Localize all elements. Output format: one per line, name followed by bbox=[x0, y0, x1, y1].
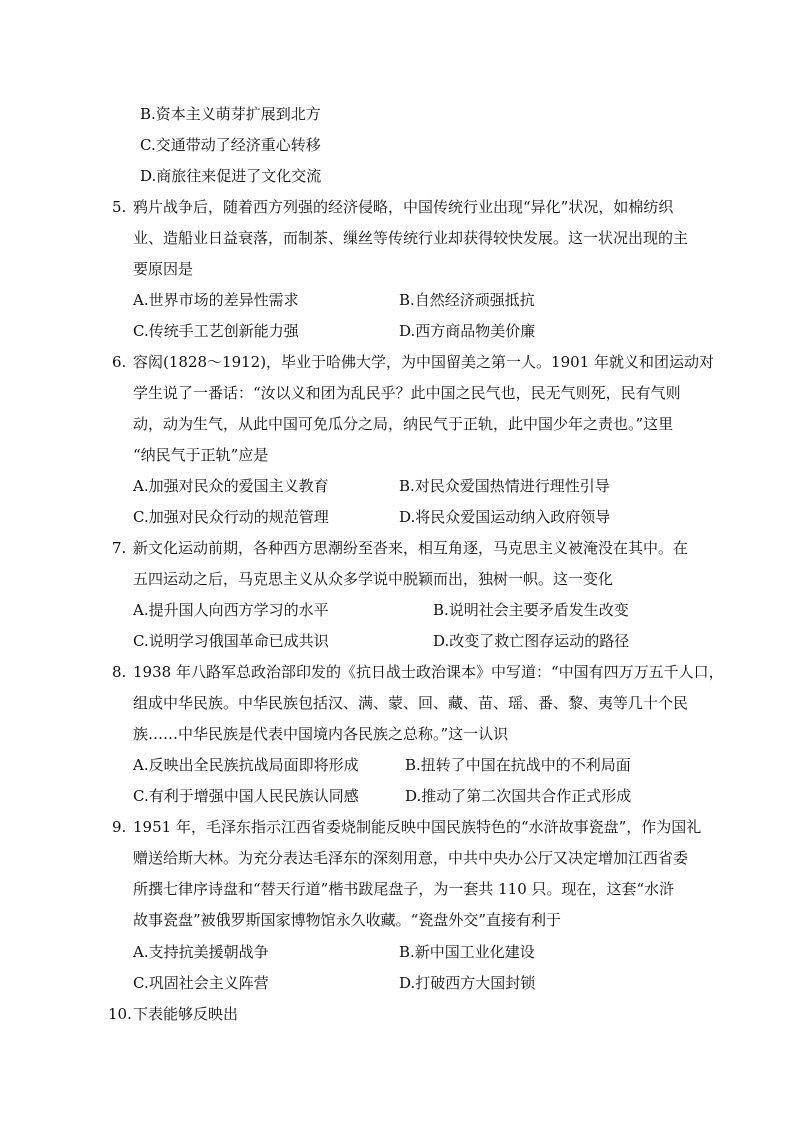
question-stem-line: 鸦片战争后，随着西方列强的经济侵略，中国传统行业出现“异化”状况，如棉纺织 bbox=[133, 198, 674, 216]
question-stem-line: 下表能够反映出 bbox=[133, 1005, 239, 1023]
question-stem-line: 要原因是 bbox=[133, 260, 194, 278]
option-prev-d: D.商旅往来促进了文化交流 bbox=[140, 167, 322, 185]
option-b: B.新中国工业化建设 bbox=[399, 943, 535, 961]
question-number: 10. bbox=[108, 1005, 132, 1023]
question-stem-line: 故事瓷盘”被俄罗斯国家博物馆永久收藏。“瓷盘外交”直接有利于 bbox=[133, 911, 562, 929]
option-a: A.世界市场的差异性需求 bbox=[133, 291, 299, 309]
question-stem-line: 业、造船业日益衰落，而制茶、缫丝等传统行业却获得较快发展。这一状况出现的主 bbox=[133, 229, 689, 247]
option-c: C.传统手工艺创新能力强 bbox=[133, 322, 299, 340]
question-stem-line: 学生说了一番话：“汝以义和团为乱民乎？此中国之民气也，民无气则死，民有气则 bbox=[133, 384, 681, 402]
option-b: B.扭转了中国在抗战中的不利局面 bbox=[405, 756, 631, 774]
question-stem-line: 赠送给斯大林。为充分表达毛泽东的深刻用意，中共中央办公厅又决定增加江西省委 bbox=[133, 849, 689, 867]
question-number: 5. bbox=[112, 198, 127, 216]
question-stem-line: 新文化运动前期，各种西方思潮纷至沓来，相互角逐，马克思主义被淹没在其中。在 bbox=[133, 539, 689, 557]
question-stem-line: 1951 年，毛泽东指示江西省委烧制能反映中国民族特色的“水浒故事瓷盘”，作为国礼 bbox=[133, 818, 702, 836]
question-number: 9. bbox=[112, 818, 127, 836]
option-b: B.自然经济顽强抵抗 bbox=[399, 291, 535, 309]
option-a: A.支持抗美援朝战争 bbox=[133, 943, 269, 961]
question-stem-line: “纳民气于正轨”应是 bbox=[133, 446, 269, 464]
option-a: A.提升国人向西方学习的水平 bbox=[133, 601, 329, 619]
question-stem-line: 所撰七律序诗盘和“替天行道”楷书跋尾盘子，为一套共 110 只。现在，这套“水浒 bbox=[133, 880, 675, 898]
option-c: C.巩固社会主义阵营 bbox=[133, 974, 269, 992]
option-prev-b: B.资本主义萌芽扩展到北方 bbox=[140, 105, 321, 123]
option-d: D.推动了第二次国共合作正式形成 bbox=[405, 787, 632, 805]
option-b: B.对民众爱国热情进行理性引导 bbox=[399, 477, 610, 495]
option-d: D.打破西方大国封锁 bbox=[399, 974, 536, 992]
question-stem-line: 族……中华民族是代表中国境内各民族之总称。”这一认识 bbox=[133, 725, 509, 743]
option-d: D.将民众爱国运动纳入政府领导 bbox=[399, 508, 611, 526]
question-stem-line: 1938 年八路军总政治部印发的《抗日战士政治课本》中写道：“中国有四万万五千人口， bbox=[133, 663, 724, 681]
question-stem-line: 组成中华民族。中华民族包括汉、满、蒙、回、藏、苗、瑶、番、黎、夷等几十个民 bbox=[133, 694, 689, 712]
question-number: 8. bbox=[112, 663, 127, 681]
option-b: B.说明社会主要矛盾发生改变 bbox=[433, 601, 629, 619]
option-prev-c: C.交通带动了经济重心转移 bbox=[140, 136, 321, 154]
question-stem-line: 五四运动之后，马克思主义从众多学说中脱颖而出，独树一帜。这一变化 bbox=[133, 570, 614, 588]
option-a: A.反映出全民族抗战局面即将形成 bbox=[133, 756, 359, 774]
option-c: C.加强对民众行动的规范管理 bbox=[133, 508, 329, 526]
question-stem-line: 容闳(1828～1912)，毕业于哈佛大学，为中国留美之第一人。1901 年就义和团运动对 bbox=[133, 353, 714, 371]
option-c: C.说明学习俄国革命已成共识 bbox=[133, 632, 329, 650]
question-number: 6. bbox=[112, 353, 127, 371]
option-c: C.有利于增强中国人民民族认同感 bbox=[133, 787, 359, 805]
option-d: D.改变了救亡图存运动的路径 bbox=[433, 632, 630, 650]
question-number: 7. bbox=[112, 539, 127, 557]
option-a: A.加强对民众的爱国主义教育 bbox=[133, 477, 329, 495]
question-stem-line: 动，动为生气，从此中国可免瓜分之局，纳民气于正轨，此中国少年之责也。”这里 bbox=[133, 415, 674, 433]
option-d: D.西方商品物美价廉 bbox=[399, 322, 536, 340]
